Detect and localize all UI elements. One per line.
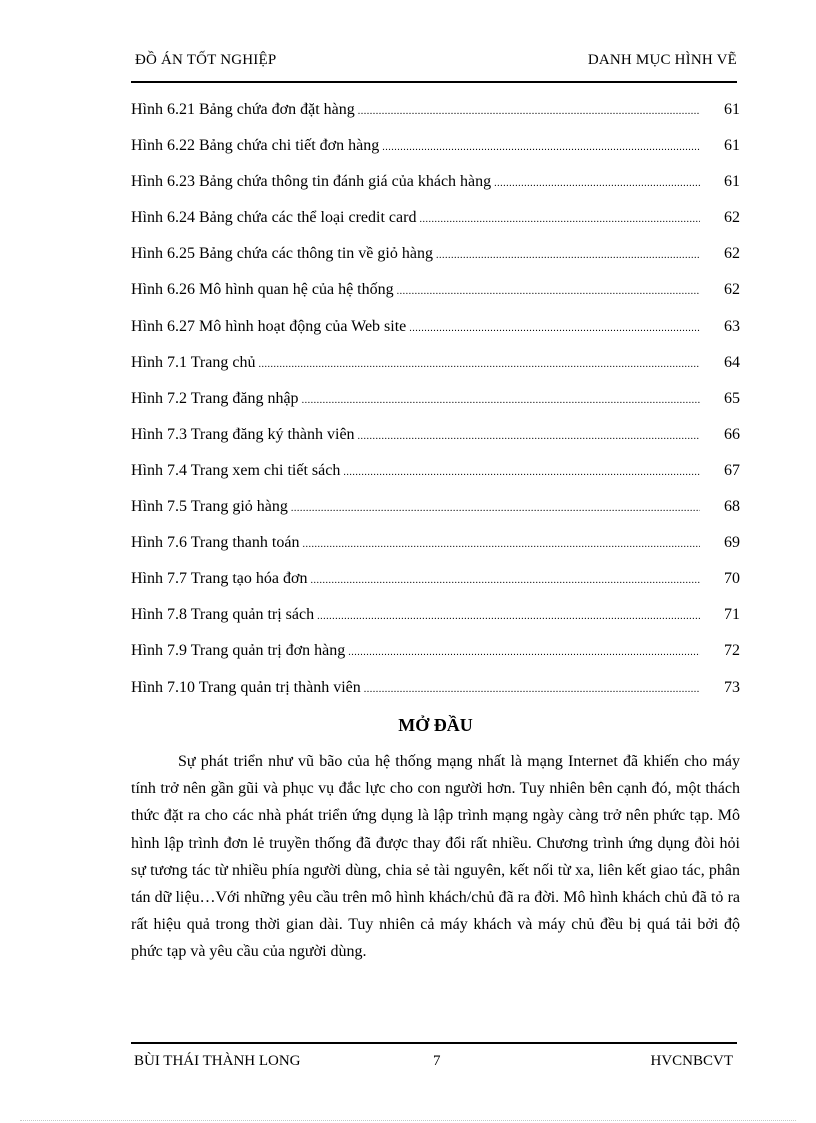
toc-entry-label: Hình 6.25 Bảng chứa các thông tin về giỏ hàng (131, 245, 433, 263)
header-section-name: DANH MỤC HÌNH VẼ (587, 52, 737, 68)
toc-entry-page: 70 (724, 570, 740, 588)
dot-leader (494, 178, 700, 189)
toc-entry (131, 101, 740, 137)
toc-entry (131, 534, 740, 570)
toc-entry (131, 245, 740, 281)
toc-entry-page: 62 (724, 281, 740, 299)
toc-entry-page: 65 (724, 389, 740, 407)
toc-entry-page: 71 (724, 606, 740, 624)
header-divider (131, 81, 737, 83)
toc-entry-page: 61 (724, 173, 740, 191)
toc-entry-page: 62 (724, 245, 740, 263)
footer-divider (131, 1042, 737, 1044)
toc-entry (131, 426, 740, 462)
toc-entry (131, 173, 740, 209)
toc-entry-page: 69 (724, 534, 740, 552)
dot-leader (348, 647, 700, 658)
toc-entry-label: Hình 6.22 Bảng chứa chi tiết đơn hàng (131, 137, 380, 155)
dot-leader (419, 214, 700, 225)
toc-entry-page: 67 (724, 461, 740, 479)
dot-leader (317, 611, 700, 622)
toc-entry-page: 72 (724, 642, 740, 660)
toc-entry (131, 354, 740, 390)
toc-entry (131, 606, 740, 642)
dot-leader (358, 106, 700, 117)
toc-entry (131, 209, 740, 245)
toc-entry-label: Hình 6.21 Bảng chứa đơn đặt hàng (131, 101, 355, 118)
toc-entry-label: Hình 7.7 Trang tạo hóa đơn (131, 570, 308, 588)
toc-entry-label: Hình 7.1 Trang chủ (131, 353, 256, 371)
figure-list (131, 101, 740, 715)
dot-leader (302, 539, 700, 550)
toc-entry (131, 498, 740, 534)
dot-leader (436, 250, 700, 261)
toc-entry-page: 61 (724, 137, 740, 155)
footer-author: BÙI THÁI THÀNH LONG (134, 1053, 301, 1069)
dot-leader (258, 359, 700, 370)
footer-institution: HVCNBCVT (650, 1053, 733, 1069)
toc-entry-page: 63 (724, 317, 740, 335)
toc-entry-page: 62 (724, 209, 740, 227)
toc-entry-label: Hình 6.24 Bảng chứa các thể loại credit card (131, 209, 417, 227)
toc-entry-label: Hình 7.5 Trang giỏ hàng (131, 498, 288, 516)
toc-entry (131, 281, 740, 317)
toc-entry (131, 137, 740, 173)
dot-leader (343, 467, 700, 478)
page-bottom-edge (20, 1120, 796, 1121)
dot-leader (302, 395, 700, 406)
toc-entry-label: Hình 6.26 Mô hình quan hệ của hệ thống (131, 281, 394, 299)
toc-entry-label: Hình 7.6 Trang thanh toán (131, 534, 300, 552)
header-document-type: ĐỒ ÁN TỐT NGHIỆP (135, 52, 277, 68)
toc-entry-page: 68 (724, 498, 740, 516)
dot-leader (382, 142, 700, 153)
page-header (131, 52, 737, 74)
dot-leader (397, 286, 700, 297)
toc-entry (131, 390, 740, 426)
page-footer (131, 1053, 737, 1075)
dot-leader (291, 503, 700, 514)
toc-entry (131, 318, 740, 354)
toc-entry (131, 679, 740, 715)
toc-entry-label: Hình 7.9 Trang quản trị đơn hàng (131, 642, 346, 660)
toc-entry-page: 64 (724, 353, 740, 371)
toc-entry (131, 462, 740, 498)
toc-entry-page: 73 (724, 678, 740, 696)
dot-leader (358, 431, 700, 442)
toc-entry-label: Hình 6.23 Bảng chứa thông tin đánh giá của khách hàng (131, 173, 492, 191)
toc-entry-label: Hình 7.2 Trang đăng nhập (131, 389, 299, 407)
toc-entry-label: Hình 7.8 Trang quản trị sách (131, 606, 315, 624)
footer-page-number: 7 (433, 1053, 441, 1069)
toc-entry-label: Hình 7.3 Trang đăng ký thành viên (131, 425, 355, 443)
toc-entry (131, 570, 740, 606)
section-heading: MỞ ĐẦU (398, 715, 473, 735)
toc-entry-page: 66 (724, 425, 740, 443)
toc-entry-label: Hình 7.4 Trang xem chi tiết sách (131, 461, 341, 479)
body-paragraph: Sự phát triển như vũ bão của hệ thống mạng nhất là mạng Internet đã khiến cho máy tính trở nên gần gũi và phục vụ đắc lực cho con người hơn. Tuy nhiên bên cạnh đó, một thách thức đặt ra cho các nhà phát triển ứng dụng là lập trình mạng ngày càng trở nên phức tạp. Mô hình lập trình đơn lẻ truyền thống đã được thay đổi rất nhiều. Chương trình ứng dụng đòi hỏi sự tương tác từ nhiều phía người dùng, chia sẻ tài nguyên, kết nối từ xa, liên kết giao tác, phân tán dữ liệu…Với những yêu cầu trên mô hình khách/chủ đã ra đời. Mô hình khách chủ đã tỏ ra rất hiệu quả trong thời gian dài. Tuy nhiên cả máy khách và máy chủ đều bị quá tải bởi độ phức tạp và yêu cầu của người dùng. (131, 753, 740, 961)
dot-leader (409, 323, 700, 334)
toc-entry-label: Hình 6.27 Mô hình hoạt động của Web site (131, 317, 407, 335)
toc-entry-label: Hình 7.10 Trang quản trị thành viên (131, 678, 361, 696)
toc-entry (131, 642, 740, 678)
toc-entry-page: 61 (724, 101, 740, 118)
dot-leader (310, 575, 700, 586)
dot-leader (364, 684, 700, 695)
